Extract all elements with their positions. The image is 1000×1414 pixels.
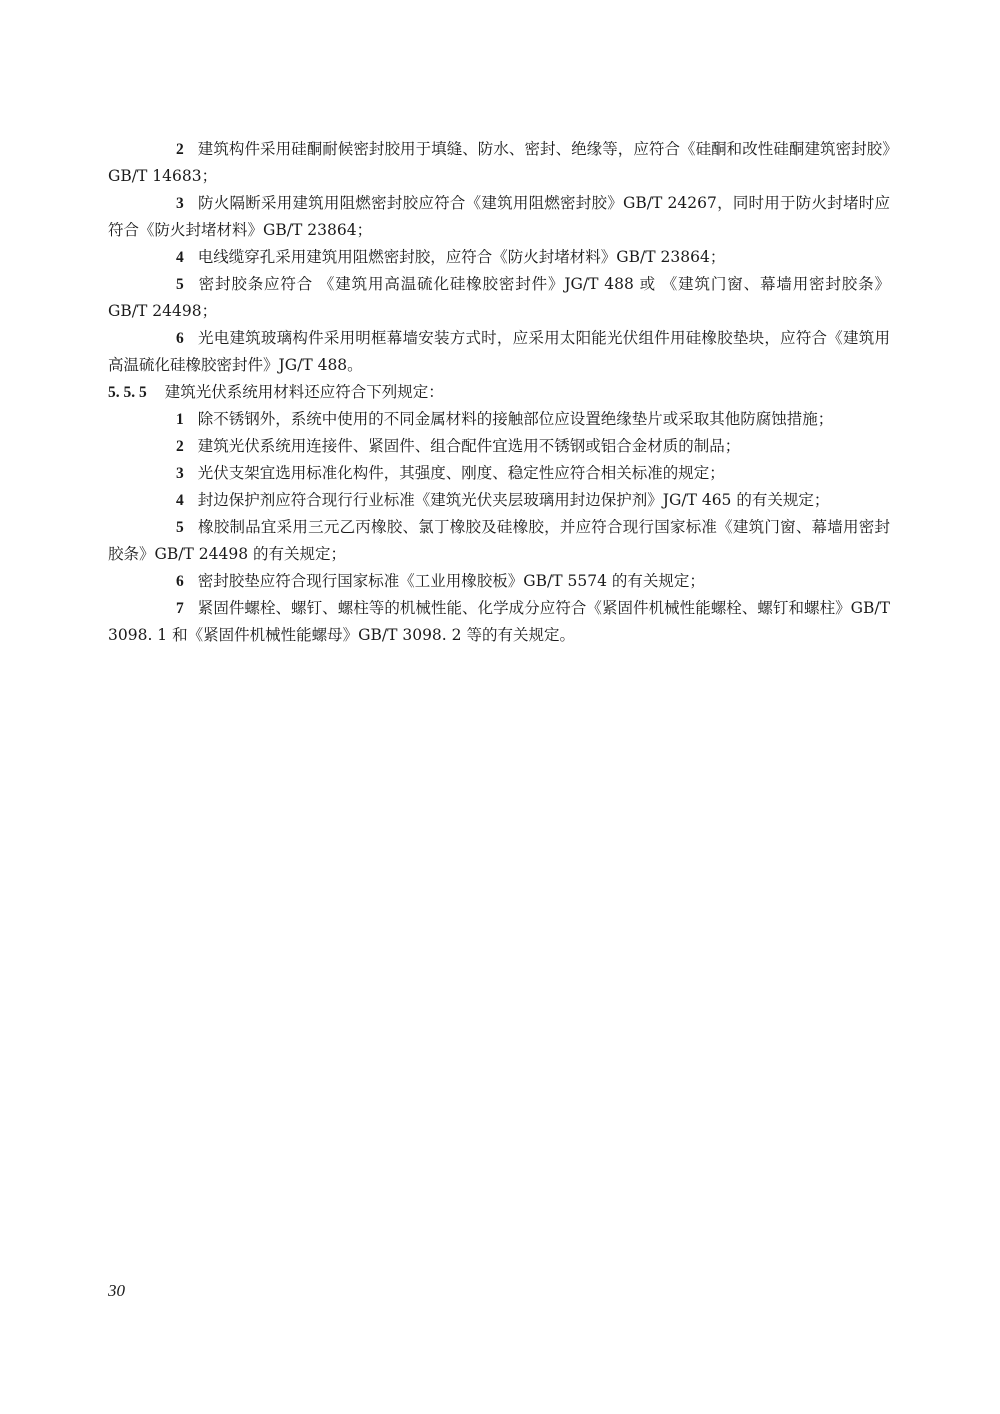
section-number: 5. 5. 5 [108,384,147,401]
section-text: 建筑光伏系统用材料还应符合下列规定： [164,383,444,401]
clause-number: 4 [176,492,184,509]
clause-number: 2 [176,141,184,158]
clause-text: 橡胶制品宜采用三元乙丙橡胶、氯丁橡胶及硅橡胶，并应符合现行国家标准《建筑门窗、幕墙用密封胶条》GB/T 24498 的有关规定； [108,518,890,563]
clause-item [108,568,890,595]
clause-number: 5 [176,276,184,293]
document-body [108,136,890,649]
clause-text: 除不锈钢外，系统中使用的不同金属材料的接触部位应设置绝缘垫片或采取其他防腐蚀措施； [197,410,834,428]
clause-text: 电线缆穿孔采用建筑用阻燃密封胶，应符合《防火封堵材料》GB/T 23864； [197,248,726,266]
clause-text: 建筑构件采用硅酮耐候密封胶用于填缝、防水、密封、绝缘等，应符合《硅酮和改性硅酮建筑密封胶》GB/T 14683； [108,140,890,185]
clause-item [108,190,890,244]
section-heading [108,379,890,406]
clause-text: 密封胶条应符合 《建筑用高温硫化硅橡胶密封件》JG/T 488 或 《建筑门窗、幕墙用密封胶条》GB/T 24498； [108,275,890,320]
clause-item [108,406,890,433]
clause-text: 封边保护剂应符合现行行业标准《建筑光伏夹层玻璃用封边保护剂》JG/T 465 的有关规定； [197,491,830,509]
clause-item [108,487,890,514]
clause-number: 5 [176,519,184,536]
clause-text: 建筑光伏系统用连接件、紧固件、组合配件宜选用不锈钢或铝合金材质的制品； [197,437,741,455]
clause-text: 防火隔断采用建筑用阻燃密封胶应符合《建筑用阻燃密封胶》GB/T 24267，同时用于防火封堵时应符合《防火封堵材料》GB/T 23864； [108,194,890,239]
clause-number: 3 [176,465,184,482]
clause-number: 7 [176,600,184,617]
clause-item [108,595,890,649]
clause-text: 光电建筑玻璃构件采用明框幕墙安装方式时，应采用太阳能光伏组件用硅橡胶垫块，应符合《建筑用高温硫化硅橡胶密封件》JG/T 488。 [108,329,890,374]
clause-item [108,460,890,487]
clause-number: 1 [176,411,184,428]
clause-number: 6 [176,330,184,347]
clause-text: 紧固件螺栓、螺钉、螺柱等的机械性能、化学成分应符合《紧固件机械性能螺栓、螺钉和螺柱》GB/T 3098. 1 和《紧固件机械性能螺母》GB/T 3098. 2 等的有关规定。 [108,599,890,644]
clause-item [108,244,890,271]
clause-item [108,514,890,568]
clause-item [108,325,890,379]
clause-number: 3 [176,195,184,212]
clause-item [108,271,890,325]
clause-number: 4 [176,249,184,266]
clause-item [108,136,890,190]
clause-text: 密封胶垫应符合现行国家标准《工业用橡胶板》GB/T 5574 的有关规定； [197,572,705,590]
clause-item [108,433,890,460]
clause-text: 光伏支架宜选用标准化构件，其强度、刚度、稳定性应符合相关标准的规定； [197,464,725,482]
clause-number: 6 [176,573,184,590]
page-number: 30 [108,1281,125,1300]
clause-number: 2 [176,438,184,455]
